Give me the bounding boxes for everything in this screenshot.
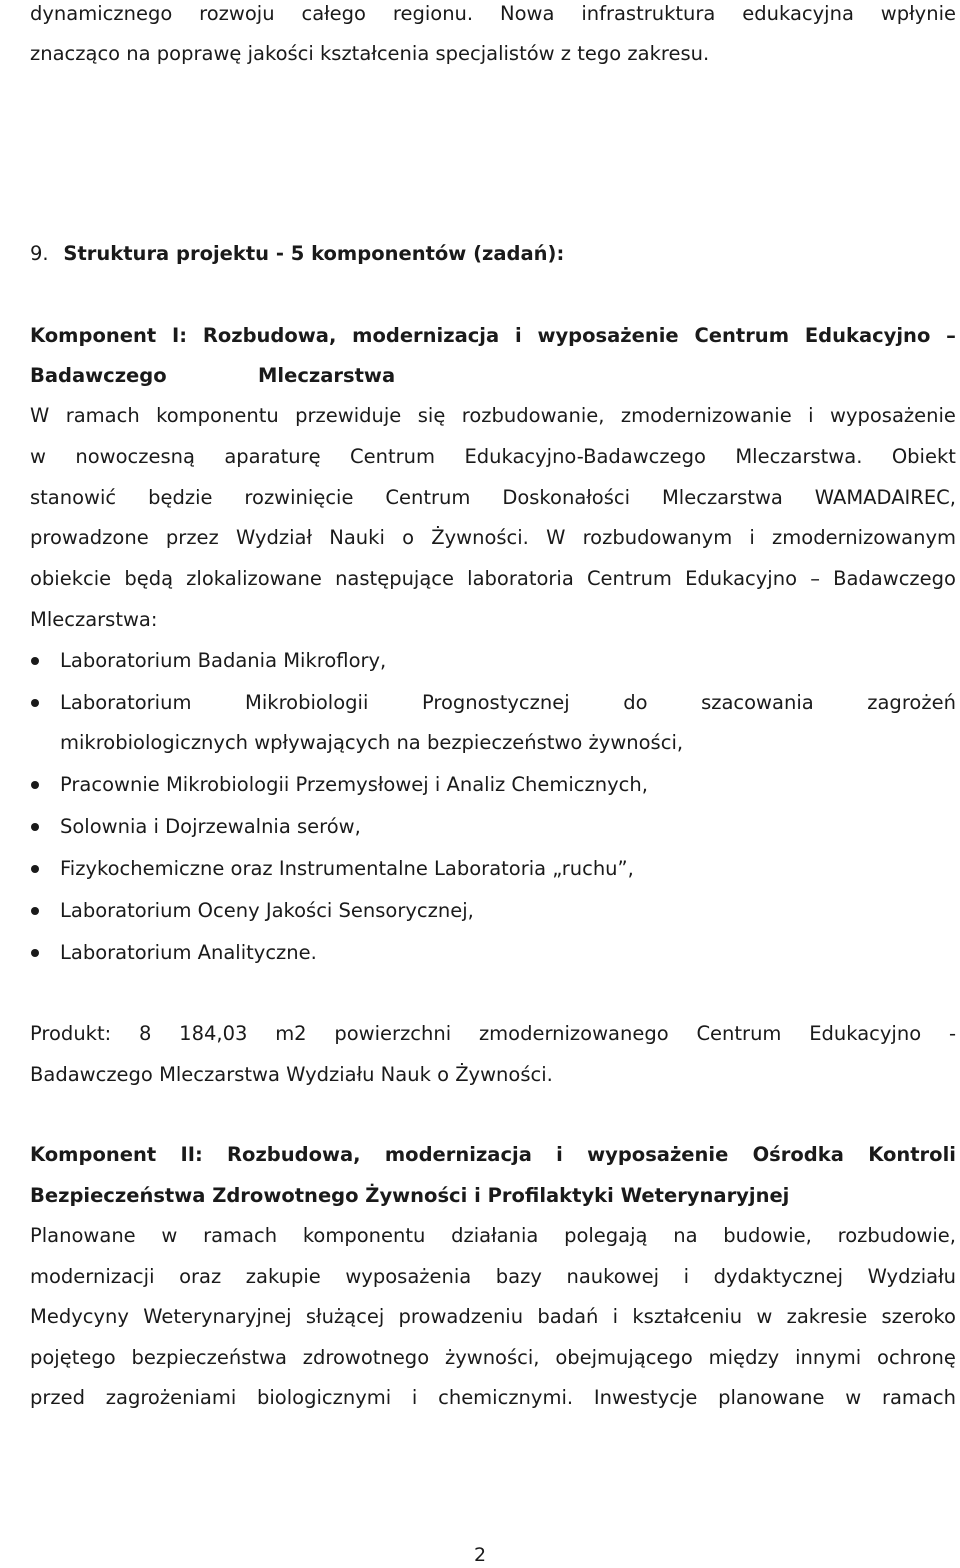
word: bezpieczeństwa bbox=[131, 1346, 287, 1369]
word: modernizacja bbox=[352, 324, 500, 347]
word: pojętego bbox=[30, 1346, 116, 1369]
word: rozbudowie, bbox=[837, 1224, 956, 1247]
word: Laboratorium bbox=[60, 691, 192, 714]
word: regionu. bbox=[392, 2, 474, 25]
word: Weterynaryjnej bbox=[143, 1305, 292, 1328]
word: i bbox=[514, 324, 522, 347]
word: Centrum bbox=[586, 567, 672, 590]
word: i bbox=[749, 526, 755, 549]
word: prowadzone bbox=[30, 526, 149, 549]
word: W bbox=[546, 526, 566, 549]
word: m2 bbox=[275, 1022, 307, 1045]
list-item bbox=[30, 855, 956, 883]
word: W bbox=[30, 404, 50, 427]
word: działania bbox=[451, 1224, 539, 1247]
word: WAMADAIREC, bbox=[814, 486, 956, 509]
list-item-text: Laboratorium Badania Mikroflory, bbox=[60, 649, 387, 672]
word: wyposażenia bbox=[345, 1265, 472, 1288]
bullet-icon bbox=[31, 823, 39, 831]
section-number: 9. bbox=[30, 242, 49, 265]
word: Obiekt bbox=[891, 445, 956, 468]
word: – bbox=[946, 324, 956, 347]
word: ramach bbox=[203, 1224, 278, 1247]
word: szacowania bbox=[701, 691, 814, 714]
word: i bbox=[556, 1143, 563, 1166]
word: aparaturę bbox=[224, 445, 321, 468]
word: rozbudowanie, bbox=[461, 404, 605, 427]
section-title: Struktura projektu - 5 komponentów (zadań): bbox=[63, 242, 565, 265]
word: stanowić bbox=[30, 486, 117, 509]
page-number: 2 bbox=[473, 1544, 487, 1566]
bullet-icon bbox=[31, 907, 39, 915]
component-2-body-line-5 bbox=[30, 1384, 956, 1412]
list-item bbox=[30, 647, 956, 675]
intro-line-1 bbox=[30, 0, 956, 28]
word: prowadzeniu bbox=[398, 1305, 524, 1328]
list-item bbox=[30, 771, 956, 799]
word: Wydziału bbox=[867, 1265, 956, 1288]
word: budowie, bbox=[723, 1224, 812, 1247]
word: Mleczarstwa bbox=[661, 486, 783, 509]
word: Planowane bbox=[30, 1224, 136, 1247]
word: ramach bbox=[881, 1386, 956, 1409]
component-1-body-line-1 bbox=[30, 402, 956, 430]
word: zagrożeniami bbox=[105, 1386, 237, 1409]
word: biologicznymi bbox=[257, 1386, 392, 1409]
word: Wydział bbox=[236, 526, 313, 549]
word: w bbox=[756, 1305, 773, 1328]
word: I: bbox=[171, 324, 188, 347]
word: i bbox=[411, 1386, 418, 1409]
word: 8 bbox=[138, 1022, 152, 1045]
word: Komponent bbox=[30, 1143, 157, 1166]
word: - bbox=[948, 1022, 956, 1045]
component-2-body-line-3 bbox=[30, 1303, 956, 1331]
component-2-heading-line-2: Bezpieczeństwa Zdrowotnego Żywności i Profilaktyki Weterynaryjnej bbox=[30, 1184, 790, 1207]
component-1-body-line-4 bbox=[30, 524, 956, 552]
word: Komponent bbox=[30, 324, 157, 347]
word: nowoczesną bbox=[75, 445, 195, 468]
word: Centrum bbox=[696, 1022, 782, 1045]
component-1-heading-word-2: Mleczarstwa bbox=[258, 364, 396, 387]
bullet-icon bbox=[31, 699, 39, 707]
list-item bbox=[30, 939, 956, 967]
word: Doskonałości bbox=[502, 486, 631, 509]
list-item-text: Fizykochemiczne oraz Instrumentalne Laboratoria „ruchu”, bbox=[60, 857, 634, 880]
word: wpłynie bbox=[880, 2, 956, 25]
word: Inwestycje bbox=[593, 1386, 698, 1409]
word: bazy bbox=[495, 1265, 542, 1288]
word: Edukacyjno bbox=[804, 324, 931, 347]
word: Rozbudowa, bbox=[202, 324, 337, 347]
word: Mleczarstwa. bbox=[735, 445, 863, 468]
word: zmodernizowanego bbox=[478, 1022, 669, 1045]
component-1-body-line-5 bbox=[30, 565, 956, 593]
word: badań bbox=[537, 1305, 599, 1328]
word: szeroko bbox=[881, 1305, 956, 1328]
intro-line-2: znacząco na poprawę jakości kształcenia specjalistów z tego zakresu. bbox=[30, 42, 710, 65]
word: Badawczego bbox=[833, 567, 956, 590]
word: między bbox=[708, 1346, 780, 1369]
word: o bbox=[402, 526, 415, 549]
component-1-body-line-3 bbox=[30, 484, 956, 512]
word: rozwinięcie bbox=[244, 486, 354, 509]
component-1-body-line-6: Mleczarstwa: bbox=[30, 608, 158, 631]
word: zlokalizowane bbox=[186, 567, 322, 590]
word: wyposażenie bbox=[587, 1143, 729, 1166]
component-2-body-line-2 bbox=[30, 1263, 956, 1291]
word: – bbox=[810, 567, 820, 590]
word: Nowa bbox=[500, 2, 555, 25]
list-item-text: Laboratorium Analityczne. bbox=[60, 941, 317, 964]
component-2-body-line-1 bbox=[30, 1222, 956, 1250]
word: obejmującego bbox=[555, 1346, 693, 1369]
word: zagrożeń bbox=[867, 691, 956, 714]
word: i bbox=[683, 1265, 690, 1288]
word: kształceniu bbox=[632, 1305, 743, 1328]
word: i bbox=[612, 1305, 619, 1328]
bullet-icon bbox=[31, 657, 39, 665]
word: Nauki bbox=[329, 526, 385, 549]
word: ramach bbox=[65, 404, 140, 427]
word: Edukacyjno bbox=[809, 1022, 922, 1045]
word: się bbox=[417, 404, 446, 427]
word: na bbox=[673, 1224, 698, 1247]
list-item bbox=[30, 813, 956, 841]
word: 184,03 bbox=[179, 1022, 248, 1045]
word: będą bbox=[124, 567, 174, 590]
word: modernizacji bbox=[30, 1265, 155, 1288]
word: zmodernizowanie bbox=[620, 404, 792, 427]
word: całego bbox=[301, 2, 366, 25]
word: obiekcie bbox=[30, 567, 112, 590]
word: Ośrodka bbox=[752, 1143, 844, 1166]
word: komponentu bbox=[156, 404, 279, 427]
word: chemicznymi. bbox=[438, 1386, 574, 1409]
word: Kontroli bbox=[868, 1143, 956, 1166]
bullet-icon bbox=[31, 865, 39, 873]
word: Mikrobiologii bbox=[245, 691, 369, 714]
bullet-icon bbox=[31, 781, 39, 789]
word: polegają bbox=[564, 1224, 648, 1247]
word: zmodernizowanym bbox=[772, 526, 956, 549]
word: Centrum bbox=[385, 486, 471, 509]
list-item-continuation bbox=[30, 729, 956, 757]
word: w bbox=[30, 445, 46, 468]
word: w bbox=[161, 1224, 178, 1247]
word: edukacyjna bbox=[742, 2, 854, 25]
list-item-text: Pracownie Mikrobiologii Przemysłowej i Analiz Chemicznych, bbox=[60, 773, 648, 796]
word: przez bbox=[165, 526, 219, 549]
word: wyposażenie bbox=[830, 404, 956, 427]
list-item-text: Solownia i Dojrzewalnia serów, bbox=[60, 815, 361, 838]
word: laboratoria bbox=[467, 567, 574, 590]
word: powierzchni bbox=[334, 1022, 452, 1045]
component-1-heading-line-1 bbox=[30, 322, 956, 350]
word: rozwoju bbox=[199, 2, 275, 25]
product-line-2: Badawczego Mleczarstwa Wydziału Nauk o Żywności. bbox=[30, 1063, 553, 1086]
component-2-body-line-4 bbox=[30, 1344, 956, 1372]
word: Rozbudowa, bbox=[227, 1143, 361, 1166]
list-item-text: mikrobiologicznych wpływających na bezpieczeństwo żywności, bbox=[60, 731, 684, 754]
word: zdrowotnego bbox=[302, 1346, 430, 1369]
word: zakresie bbox=[786, 1305, 868, 1328]
word: żywności, bbox=[444, 1346, 540, 1369]
word: Produkt: bbox=[30, 1022, 112, 1045]
word: II: bbox=[180, 1143, 203, 1166]
word: następujące bbox=[335, 567, 455, 590]
word: Edukacyjno-Badawczego bbox=[464, 445, 706, 468]
product-line-1 bbox=[30, 1020, 956, 1048]
word: i bbox=[808, 404, 814, 427]
word: do bbox=[623, 691, 648, 714]
word: Centrum bbox=[350, 445, 436, 468]
component-1-heading-word-1: Badawczego bbox=[30, 364, 167, 387]
word: w bbox=[845, 1386, 862, 1409]
list-item-text: Laboratorium Oceny Jakości Sensorycznej, bbox=[60, 899, 474, 922]
word: Prognostycznej bbox=[421, 691, 570, 714]
word: naukowej bbox=[566, 1265, 660, 1288]
word: przewiduje bbox=[295, 404, 402, 427]
word: rozbudowanym bbox=[582, 526, 733, 549]
word: Medycyny bbox=[30, 1305, 129, 1328]
component-1-body-line-2 bbox=[30, 443, 956, 471]
word: zakupie bbox=[245, 1265, 321, 1288]
word: Centrum bbox=[694, 324, 790, 347]
word: planowane bbox=[718, 1386, 825, 1409]
word: dynamicznego bbox=[30, 2, 173, 25]
list-item bbox=[30, 689, 956, 717]
word: służącej bbox=[305, 1305, 385, 1328]
word: ochronę bbox=[877, 1346, 956, 1369]
word: modernizacja bbox=[384, 1143, 532, 1166]
section-heading bbox=[30, 240, 956, 268]
word: Żywności. bbox=[431, 526, 529, 549]
component-2-heading-line-1 bbox=[30, 1141, 956, 1169]
word: będzie bbox=[148, 486, 213, 509]
word: innymi bbox=[795, 1346, 862, 1369]
word: Edukacyjno bbox=[685, 567, 798, 590]
bullet-icon bbox=[31, 949, 39, 957]
list-item-text bbox=[60, 689, 956, 717]
word: infrastruktura bbox=[581, 2, 716, 25]
list-item bbox=[30, 897, 956, 925]
word: oraz bbox=[179, 1265, 222, 1288]
word: dydaktycznej bbox=[713, 1265, 844, 1288]
component-1-heading-line-2 bbox=[30, 362, 956, 390]
word: wyposażenie bbox=[537, 324, 679, 347]
word: przed bbox=[30, 1386, 86, 1409]
word: komponentu bbox=[302, 1224, 426, 1247]
